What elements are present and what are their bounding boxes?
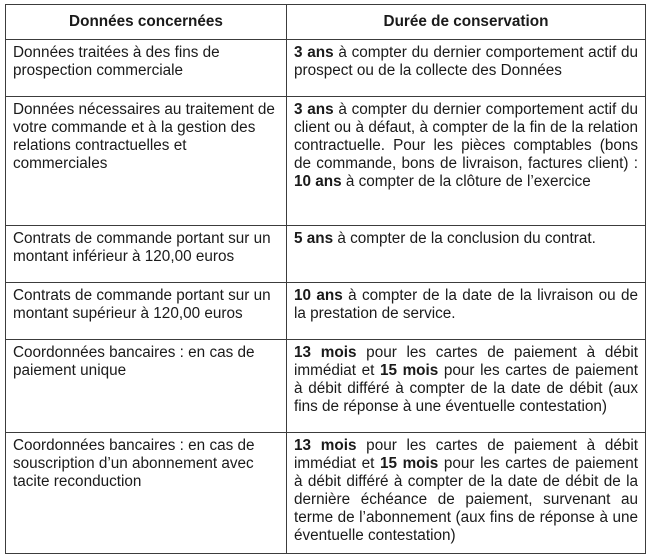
- table-row: [6, 340, 646, 433]
- duration-text: à compter du dernier comportement actif du client ou à défaut, à compter de la fin de la relation contractuelle. Pour les pièces comptables (bons de commande, bons de livraison, factures client) :: [294, 101, 638, 172]
- duration-highlight: 3 ans: [294, 44, 334, 61]
- data-cell: Coordonnées bancaires : en cas de souscription d’un abonnement avec tacite reconduction: [6, 433, 287, 554]
- duration-cell: [287, 226, 646, 283]
- duration-highlight: 13 mois: [294, 344, 357, 361]
- table-row: [6, 40, 646, 97]
- duration-text: pour les cartes de paiement à débit différé à compter de la date de débit (aux fins de réponse à une éventuelle contestation): [294, 362, 638, 415]
- duration-text: à compter de la conclusion du contrat.: [333, 230, 596, 247]
- retention-table: [5, 4, 646, 554]
- data-cell: Coordonnées bancaires : en cas de paiement unique: [6, 340, 287, 433]
- duration-text: pour les cartes de paiement à débit immédiat et: [294, 344, 638, 379]
- header-data-concerned: Données concernées: [6, 5, 287, 40]
- data-cell: Contrats de commande portant sur un montant supérieur à 120,00 euros: [6, 283, 287, 340]
- duration-text: pour les cartes de paiement à débit immédiat et: [294, 437, 638, 472]
- duration-highlight: 5 ans: [294, 230, 334, 247]
- duration-highlight: 15 mois: [379, 455, 439, 472]
- data-cell: Données nécessaires au traitement de votre commande et à la gestion des relations contractuelles et commerciales: [6, 97, 287, 226]
- table-row: [6, 97, 646, 226]
- duration-text: pour les cartes de paiement à débit différé à compter de la date de débit de la dernière échéance de paiement, survenant au terme de l’abonnement (aux fins de réponse à une éventuelle contestation): [294, 455, 638, 544]
- duration-text: à compter du dernier comportement actif du prospect ou de la collecte des Données: [294, 44, 638, 79]
- duration-text: à compter de la date de la livraison ou de la prestation de service.: [294, 287, 638, 322]
- duration-cell: [287, 433, 646, 554]
- data-cell: Données traitées à des fins de prospection commerciale: [6, 40, 287, 97]
- table-row: [6, 283, 646, 340]
- duration-cell: [287, 40, 646, 97]
- table-header-row: [6, 5, 646, 40]
- duration-cell: [287, 97, 646, 226]
- header-retention-period: Durée de conservation: [287, 5, 646, 40]
- data-cell: Contrats de commande portant sur un montant inférieur à 120,00 euros: [6, 226, 287, 283]
- duration-highlight: 3 ans: [294, 101, 334, 118]
- duration-text: à compter de la clôture de l’exercice: [341, 173, 591, 190]
- duration-cell: [287, 283, 646, 340]
- duration-highlight: 15 mois: [379, 362, 439, 379]
- table-row: [6, 226, 646, 283]
- duration-highlight: 10 ans: [294, 173, 342, 190]
- duration-highlight: 13 mois: [294, 437, 357, 454]
- table-row: [6, 433, 646, 554]
- duration-highlight: 10 ans: [294, 287, 343, 304]
- duration-cell: [287, 340, 646, 433]
